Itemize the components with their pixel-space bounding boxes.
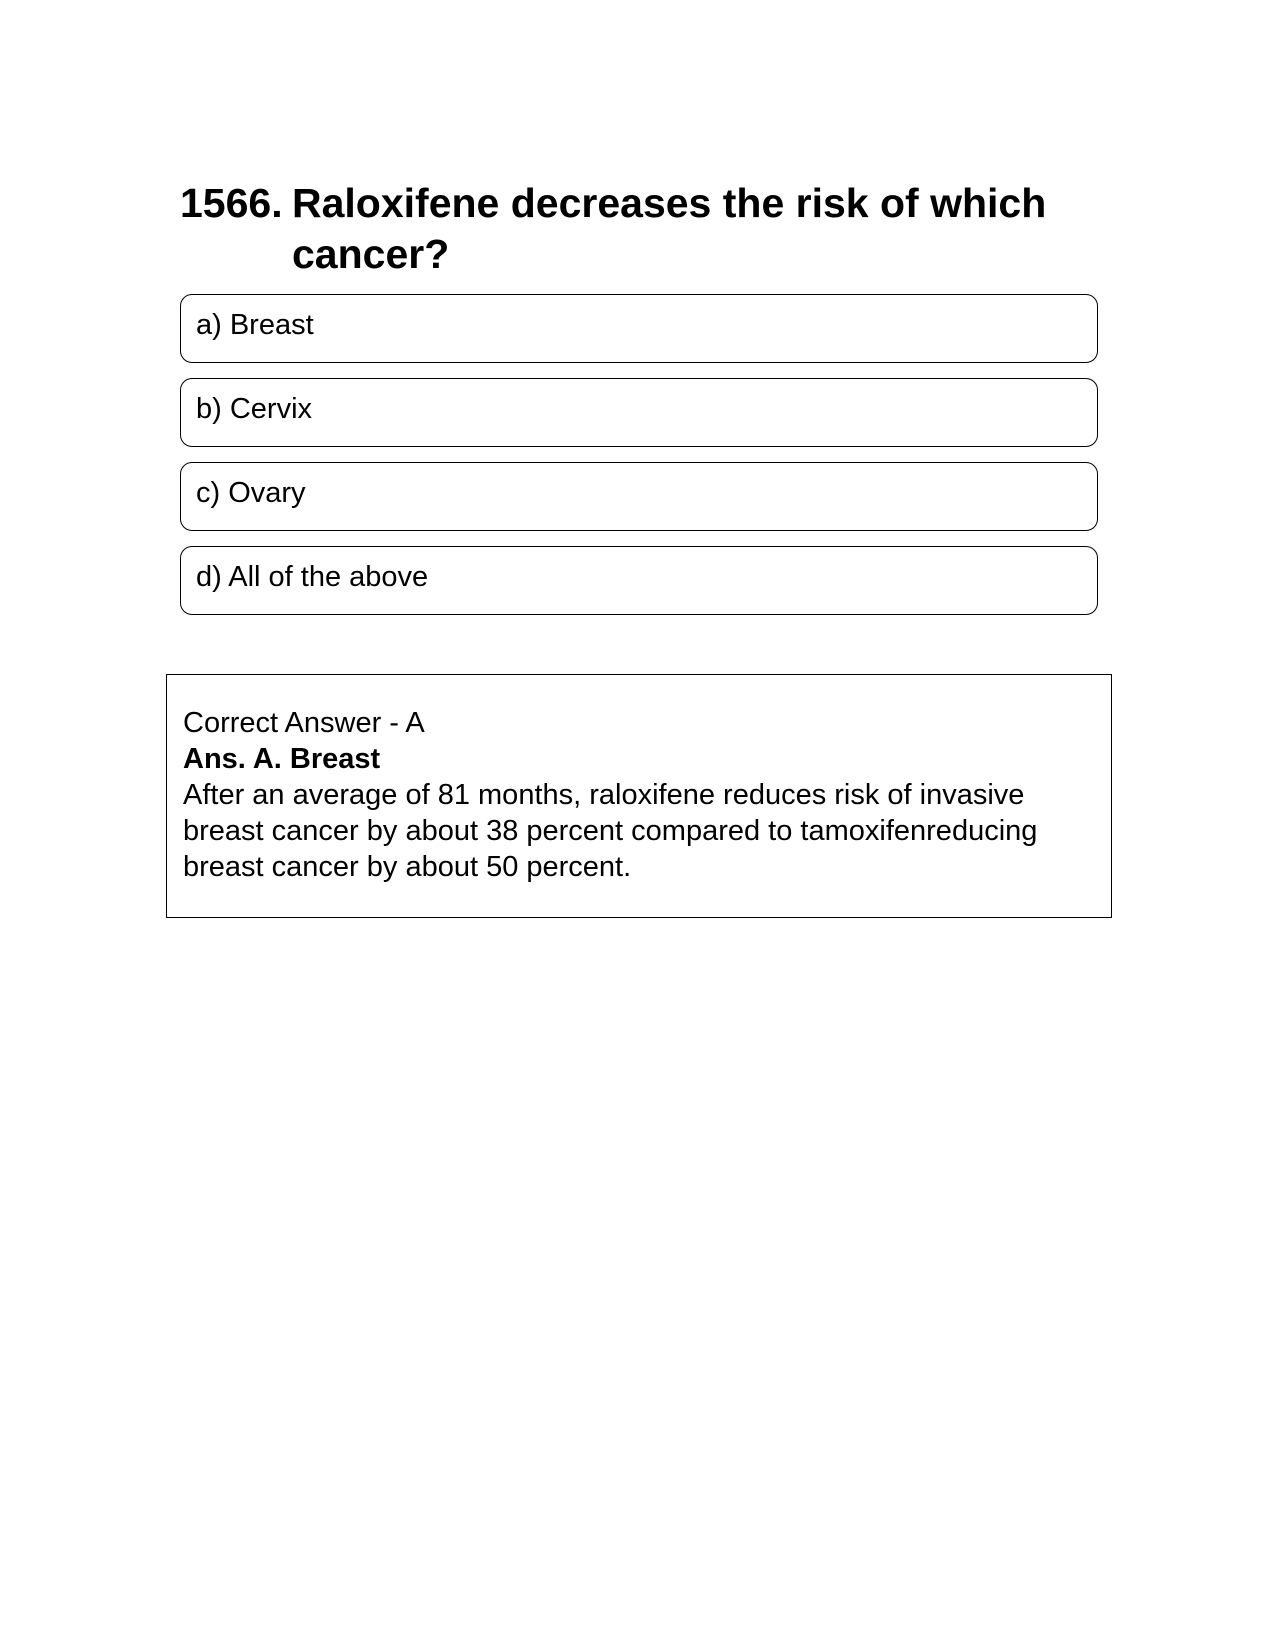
option-d[interactable] bbox=[180, 546, 1098, 615]
option-b[interactable] bbox=[180, 378, 1098, 447]
option-c[interactable] bbox=[180, 462, 1098, 531]
option-a[interactable] bbox=[180, 294, 1098, 363]
option-b-label: b) Cervix bbox=[196, 393, 313, 425]
option-c-label: c) Ovary bbox=[196, 477, 306, 509]
answer-box bbox=[166, 674, 1112, 918]
question-number: 1566. bbox=[180, 180, 283, 226]
options-list bbox=[180, 294, 1098, 630]
answer-heading: Ans. A. Breast bbox=[183, 743, 381, 775]
question-text: Raloxifene decreases the risk of which cancer? bbox=[292, 180, 1047, 277]
answer-explanation: After an average of 81 months, raloxifene reduces risk of invasive breast cancer by about 38 percent compared to tamoxifenreducing breast cancer by about 50 percent. bbox=[183, 779, 1038, 883]
option-a-label: a) Breast bbox=[196, 309, 314, 341]
question-heading bbox=[180, 178, 1100, 280]
correct-answer-line: Correct Answer - A bbox=[183, 707, 425, 739]
option-d-label: d) All of the above bbox=[196, 561, 429, 593]
